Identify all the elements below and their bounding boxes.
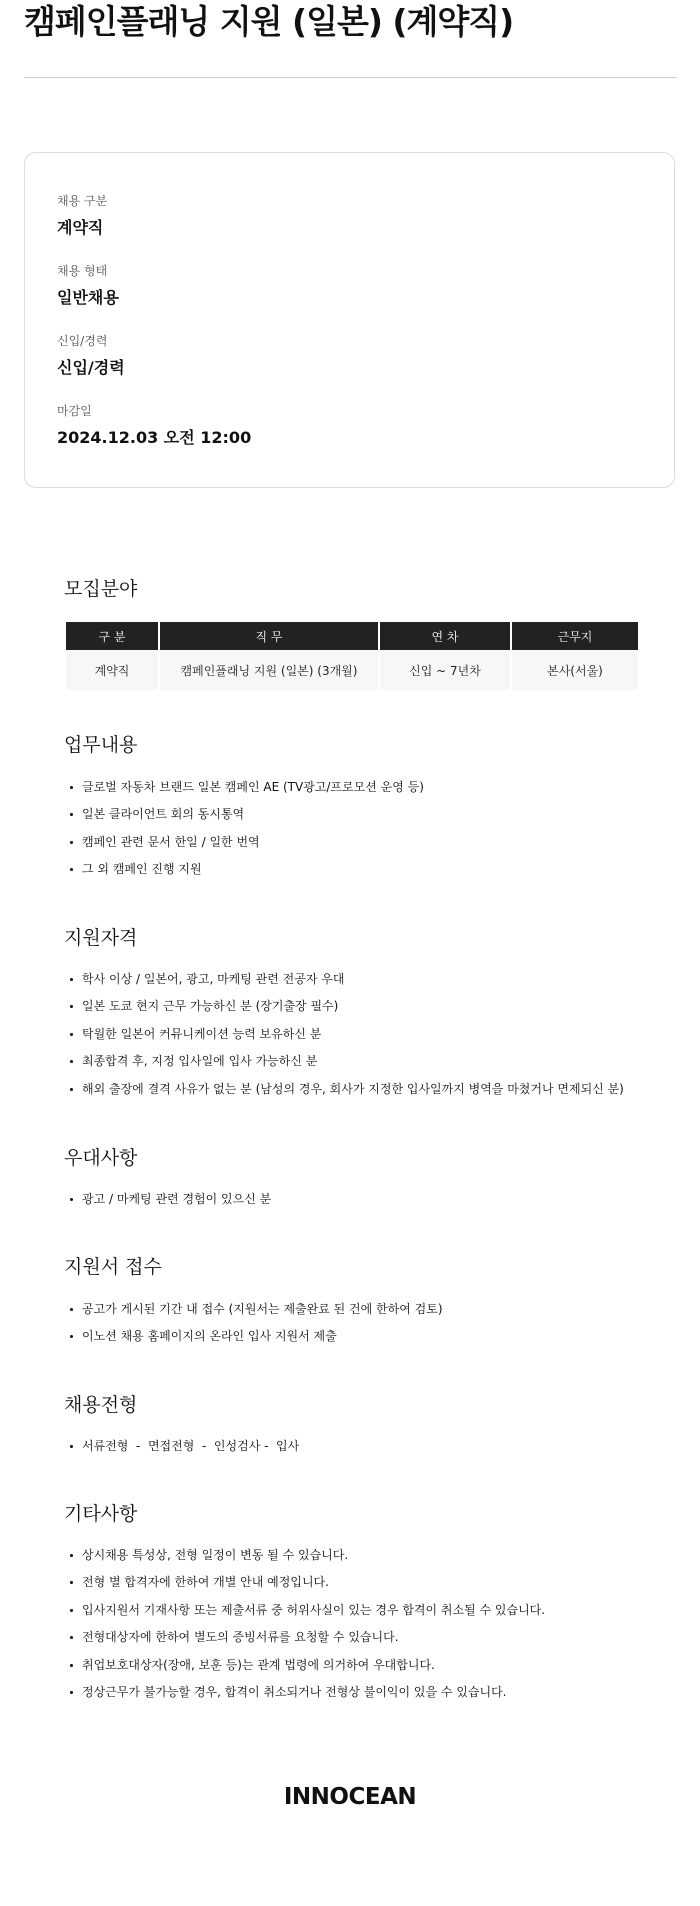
summary-experience-level [57,333,125,379]
summary-label: 채용 구분 [57,194,108,208]
application-heading: 지원서 접수 [64,1256,162,1278]
preferred-list [68,1190,271,1217]
process-heading: 채용전형 [64,1394,138,1416]
summary-employment-type [57,263,119,309]
summary-label: 채용 형태 [57,264,108,278]
list-item: 취업보호대상자(장애, 보훈 등)는 관계 법령에 의거하여 우대합니다. [68,1656,545,1683]
duties-list [68,778,424,888]
recruit-heading: 모집분야 [64,578,138,600]
summary-value: 계약직 [57,218,104,237]
table-cell: 본사(서울) [512,650,638,690]
list-item: 탁월한 일본어 커뮤니케이션 능력 보유하신 분 [68,1025,624,1052]
list-item: 입사지원서 기재사항 또는 제출서류 중 허위사실이 있는 경우 합격이 취소될 수 있습니다. [68,1601,545,1628]
list-item: 서류전형 - 면접전형 - 인성검사 - 입사 [68,1437,299,1464]
list-item: 캠페인 관련 문서 한일 / 일한 번역 [68,833,424,860]
table-cell: 캠페인플래닝 지원 (일본) (3개월) [160,650,378,690]
list-item: 정상근무가 불가능할 경우, 합격이 취소되거나 전형상 불이익이 있을 수 있습니다. [68,1683,545,1710]
summary-value: 일반채용 [57,288,119,307]
list-item: 학사 이상 / 일본어, 광고, 마케팅 관련 전공자 우대 [68,970,624,997]
list-item: 전형대상자에 한하여 별도의 증빙서류를 요청할 수 있습니다. [68,1628,545,1655]
list-item: 광고 / 마케팅 관련 경험이 있으신 분 [68,1190,271,1217]
table-cell: 계약직 [66,650,158,690]
list-item: 최종합격 후, 지정 입사일에 입사 가능하신 분 [68,1052,624,1079]
recruit-table [64,622,640,690]
summary-employment-category [57,193,107,239]
list-item: 글로벌 자동차 브랜드 일본 캠페인 AE (TV광고/프로모션 운영 등) [68,778,424,805]
list-item: 상시채용 특성상, 전형 일정이 변동 될 수 있습니다. [68,1546,545,1573]
table-header-cell: 연 차 [380,622,510,650]
table-header-cell: 구 분 [66,622,158,650]
application-list [68,1300,443,1355]
etc-list [68,1546,545,1710]
duties-heading: 업무내용 [64,734,138,756]
list-item: 전형 별 합격자에 한하여 개별 안내 예정입니다. [68,1573,545,1600]
summary-card [24,152,675,488]
table-row [66,650,638,690]
summary-value: 2024.12.03 오전 12:00 [57,428,252,447]
qualifications-list [68,970,624,1107]
summary-value: 신입/경력 [57,358,125,377]
table-header-row [66,622,638,650]
etc-heading: 기타사항 [64,1503,138,1525]
summary-deadline [57,403,251,449]
table-cell: 신입 ~ 7년차 [380,650,510,690]
list-item: 일본 클라이언트 회의 동시통역 [68,805,424,832]
title-divider [24,77,677,78]
summary-label: 마감일 [57,404,92,418]
table-header-cell: 근무지 [512,622,638,650]
qualifications-heading: 지원자격 [64,927,138,949]
list-item: 해외 출장에 결격 사유가 없는 분 (남성의 경우, 회사가 지정한 입사일까지 병역을 마쳤거나 면제되신 분) [68,1080,624,1107]
list-item: 공고가 게시된 기간 내 접수 (지원서는 제출완료 된 건에 한하여 검토) [68,1300,443,1327]
list-item: 그 외 캠페인 진행 지원 [68,860,424,887]
preferred-heading: 우대사항 [64,1147,138,1169]
job-title: 캠페인플래닝 지원 (일본) (계약직) [24,2,514,41]
list-item: 이노션 채용 홈페이지의 온라인 입사 지원서 제출 [68,1327,443,1354]
process-list [68,1437,299,1464]
innocean-logo: INNOCEAN [283,1784,417,1810]
summary-label: 신입/경력 [57,334,108,348]
table-header-cell: 직 무 [160,622,378,650]
list-item: 일본 도쿄 현지 근무 가능하신 분 (장기출장 필수) [68,997,624,1024]
